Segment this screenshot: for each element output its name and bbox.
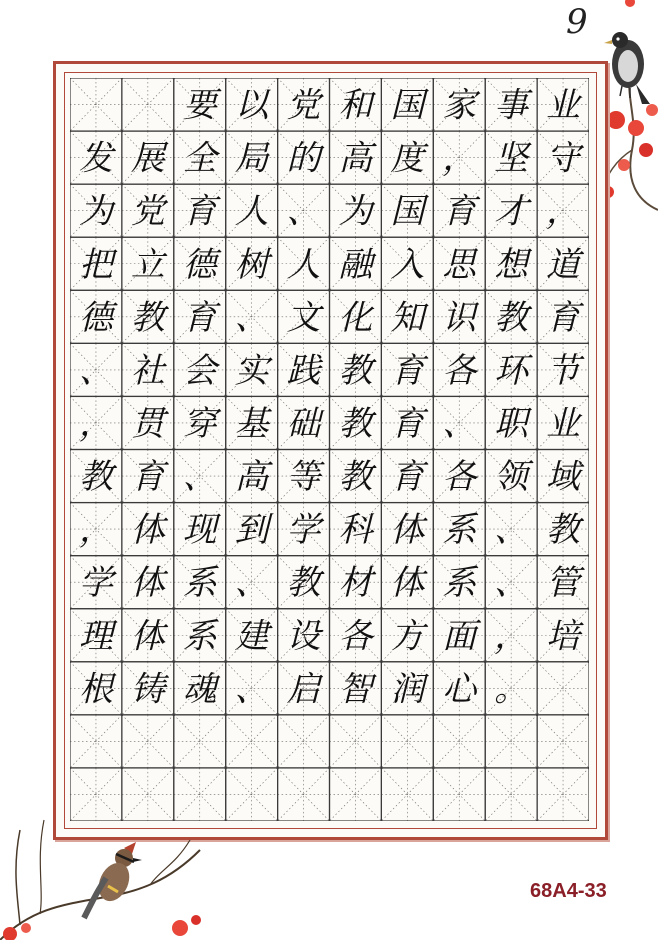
grid-cell [381,237,433,290]
grid-cell [537,131,589,184]
grid-cell [381,131,433,184]
handwritten-character: 体 [130,510,165,551]
grid-cell [70,715,122,768]
handwritten-character: 国 [390,191,425,232]
grid-cell [433,343,485,396]
handwritten-character: 思 [442,244,477,285]
grid-cell [278,715,330,768]
handwritten-character: 业 [546,85,581,126]
grid-cell [330,556,382,609]
grid-cell [330,131,382,184]
grid-cell [226,237,278,290]
handwritten-character: 、 [182,457,217,498]
handwritten-character: 坚 [494,138,529,179]
grid-cell [433,131,485,184]
handwritten-character: 体 [390,510,425,551]
handwritten-character: 度 [390,138,425,179]
grid-cell [485,609,537,662]
grid-cell [174,343,226,396]
handwritten-character: 党 [130,191,165,232]
grid-cell [485,556,537,609]
handwritten-character: 育 [390,403,425,444]
grid-cell [226,290,278,343]
grid-cell [330,396,382,449]
handwritten-character: 人 [286,244,321,285]
handwritten-character: 教 [338,350,373,391]
handwritten-character: 业 [546,403,581,444]
grid-cell [330,78,382,131]
grid-cell [485,78,537,131]
grid-cell [70,78,122,131]
grid-cell [70,503,122,556]
grid-cell [330,343,382,396]
handwritten-character: 培 [546,616,581,657]
handwritten-character: 根 [78,669,113,710]
grid-cell [537,237,589,290]
grid-cell [485,662,537,715]
grid-cell [122,396,174,449]
grid-cell [70,450,122,503]
handwritten-character: 、 [234,297,269,338]
handwritten-character: 高 [338,138,373,179]
grid-cell [122,503,174,556]
grid-cell [174,131,226,184]
grid-cell [537,396,589,449]
handwritten-character: 系 [182,616,217,657]
grid-cell [433,768,485,821]
handwritten-character: 学 [286,510,321,551]
grid-cell [174,556,226,609]
handwritten-character: 、 [234,669,269,710]
handwritten-character: 各 [442,350,477,391]
handwritten-character: 的 [286,138,321,179]
handwritten-character: 实 [234,350,269,391]
handwritten-character: 知 [390,297,425,338]
handwritten-character: 守 [546,138,581,179]
grid-cell [226,768,278,821]
handwritten-character: 基 [234,403,269,444]
grid-cell [485,396,537,449]
grid-cell [330,450,382,503]
mizige-grid [70,78,589,821]
grid-cell [381,290,433,343]
grid-cell [381,184,433,237]
handwritten-character: 育 [182,191,217,232]
grid-cell [330,715,382,768]
grid-cell [174,503,226,556]
handwritten-character: 管 [546,563,581,604]
handwritten-character: 材 [338,563,373,604]
handwritten-character: 理 [78,616,113,657]
grid-cell [330,237,382,290]
handwritten-character: 党 [286,85,321,126]
grid-cell [174,237,226,290]
grid-cell [433,503,485,556]
grid-cell [433,237,485,290]
handwritten-character: 系 [442,563,477,604]
grid-cell [70,396,122,449]
grid-cell [226,131,278,184]
handwritten-character: 各 [338,616,373,657]
grid-cell [381,503,433,556]
grid-cell [226,556,278,609]
handwritten-character: 智 [338,669,373,710]
grid-cell [122,131,174,184]
handwritten-character: 等 [286,457,321,498]
grid-cell [122,237,174,290]
grid-cell [381,396,433,449]
handwritten-character: 润 [390,669,425,710]
grid-cell [537,184,589,237]
handwritten-character: 树 [234,244,269,285]
handwritten-character: 科 [338,510,373,551]
handwritten-character: 、 [494,510,529,551]
handwritten-character: 才 [494,191,529,232]
handwritten-character: 穿 [182,403,217,444]
grid-cell [537,715,589,768]
handwritten-character: 局 [234,138,269,179]
handwritten-character: 全 [182,138,217,179]
grid-cell [485,768,537,821]
handwritten-character: 面 [442,616,477,657]
handwritten-character: 国 [390,85,425,126]
worksheet-code: 68A4-33 [530,880,607,902]
grid-cell [122,609,174,662]
handwritten-character: 高 [234,457,269,498]
grid-cell [122,184,174,237]
handwritten-character: 、 [442,403,477,444]
grid-cell [122,450,174,503]
handwritten-character: 领 [494,457,529,498]
grid-cell [433,396,485,449]
grid-cell [433,184,485,237]
grid-cell [485,343,537,396]
handwritten-character: 、 [286,191,321,232]
handwritten-character: 育 [182,297,217,338]
handwritten-character: 展 [130,138,165,179]
handwritten-character: 础 [286,403,321,444]
handwritten-character: 和 [338,85,373,126]
grid-cell [485,184,537,237]
grid-cell [433,556,485,609]
handwritten-character: 体 [390,563,425,604]
grid-cell [174,184,226,237]
handwritten-character: 育 [130,457,165,498]
grid-cell [433,662,485,715]
handwritten-character: 教 [338,403,373,444]
handwritten-character: 育 [390,350,425,391]
grid-cell [330,503,382,556]
handwritten-character: 融 [338,244,373,285]
grid-cell [537,503,589,556]
grid-cell [278,396,330,449]
bird-icon [78,842,148,922]
grid-cell [278,184,330,237]
grid-cell [174,715,226,768]
grid-cell [278,662,330,715]
grid-cell [122,78,174,131]
grid-cell [433,450,485,503]
grid-cell [278,768,330,821]
handwritten-character: 事 [494,85,529,126]
handwritten-character: 现 [182,510,217,551]
grid-cell [174,78,226,131]
grid-cell [485,290,537,343]
handwritten-character: ， [442,138,477,179]
handwritten-character: 想 [494,244,529,285]
handwritten-character: 教 [286,563,321,604]
grid-cell [174,662,226,715]
handwritten-character: 人 [234,191,269,232]
grid-cell [537,768,589,821]
grid-cell [381,78,433,131]
grid-cell [485,450,537,503]
grid-cell [226,503,278,556]
handwritten-character: 把 [78,244,113,285]
handwritten-character: 设 [286,616,321,657]
grid-cell [537,662,589,715]
handwritten-character: 教 [78,457,113,498]
handwritten-character: 育 [442,191,477,232]
grid-cell [122,715,174,768]
grid-cell [330,290,382,343]
handwritten-character: 心 [442,669,477,710]
handwritten-character: 启 [286,669,321,710]
grid-cell [174,450,226,503]
grid-cell [537,343,589,396]
grid-cell [537,556,589,609]
handwritten-character: 入 [390,244,425,285]
handwritten-character: 育 [390,457,425,498]
handwritten-character: ， [78,403,113,444]
grid-cell [226,715,278,768]
handwritten-character: 道 [546,244,581,285]
handwritten-character: 立 [130,244,165,285]
grid-cell [381,609,433,662]
grid-cell [433,609,485,662]
grid-cell [278,556,330,609]
handwritten-character: 为 [338,191,373,232]
grid-cell [226,609,278,662]
grid-cell [226,343,278,396]
grid-cell [70,609,122,662]
handwritten-character: 节 [546,350,581,391]
grid-cell [278,450,330,503]
grid-cell [278,237,330,290]
handwritten-character: 学 [78,563,113,604]
grid-cell [70,237,122,290]
grid-cell [537,78,589,131]
handwritten-character: 教 [130,297,165,338]
handwritten-character: 各 [442,457,477,498]
grid-cell [381,556,433,609]
grid-cell [226,78,278,131]
grid-cell [278,290,330,343]
grid-cell [278,78,330,131]
handwritten-character: 体 [130,563,165,604]
grid-cell [278,343,330,396]
grid-cell [537,290,589,343]
handwritten-character: 职 [494,403,529,444]
grid-cell [122,343,174,396]
handwritten-character: 域 [546,457,581,498]
grid-cell [381,768,433,821]
grid-cell [485,715,537,768]
grid-cell [226,450,278,503]
grid-cell [70,184,122,237]
handwritten-character: 德 [182,244,217,285]
handwritten-character: 家 [442,85,477,126]
handwritten-character: 发 [78,138,113,179]
handwritten-character: ， [494,616,529,657]
handwritten-character: 铸 [130,669,165,710]
handwritten-character: ， [78,510,113,551]
grid-cell [330,609,382,662]
handwritten-character: 系 [442,510,477,551]
handwritten-character: 建 [234,616,269,657]
handwritten-character: 识 [442,297,477,338]
handwritten-character: 社 [130,350,165,391]
grid-cell [174,396,226,449]
grid-cell [330,662,382,715]
grid-cell [70,556,122,609]
grid-cell [433,715,485,768]
grid-cell [226,396,278,449]
grid-cell [381,450,433,503]
handwritten-character: 、 [494,563,529,604]
handwritten-character: 方 [390,616,425,657]
grid-cell [330,184,382,237]
grid-cell [70,343,122,396]
grid-cell [174,290,226,343]
handwritten-character: 践 [286,350,321,391]
grid-cell [278,131,330,184]
grid-cell [381,662,433,715]
grid-cell [122,662,174,715]
handwritten-character: 、 [78,350,113,391]
grid-cell [70,131,122,184]
grid-cell [537,450,589,503]
handwritten-character: 为 [78,191,113,232]
handwritten-character: 要 [182,85,217,126]
grid-cell [485,503,537,556]
grid-cell [330,768,382,821]
handwritten-character: 会 [182,350,217,391]
handwritten-character: 教 [338,457,373,498]
grid-cell [381,343,433,396]
handwritten-character: 以 [234,85,269,126]
grid-cell [485,131,537,184]
handwritten-character: 教 [546,510,581,551]
grid-cell [537,609,589,662]
handwritten-character: 。 [494,669,529,710]
grid-cell [433,78,485,131]
handwritten-character: 环 [494,350,529,391]
handwritten-character: ， [546,191,581,232]
grid-cell [226,184,278,237]
grid-cell [278,609,330,662]
grid-cell [70,662,122,715]
grid-cell [226,662,278,715]
grid-cell [122,556,174,609]
handwritten-character: 体 [130,616,165,657]
grid-cell [174,609,226,662]
handwritten-character: 德 [78,297,113,338]
grid-cell [485,237,537,290]
grid-cell [122,290,174,343]
worksheet-frame [53,61,608,840]
handwritten-character: 文 [286,297,321,338]
handwritten-character: 魂 [182,669,217,710]
handwritten-character: 贯 [130,403,165,444]
handwritten-character: 教 [494,297,529,338]
page-number: 9 [566,2,588,42]
handwritten-character: 系 [182,563,217,604]
handwritten-character: 到 [234,510,269,551]
grid-cell [433,290,485,343]
handwritten-character: 育 [546,297,581,338]
grid-cell [70,290,122,343]
handwritten-character: 、 [234,563,269,604]
grid-cell [278,503,330,556]
handwritten-character: 化 [338,297,373,338]
grid-cell [381,715,433,768]
